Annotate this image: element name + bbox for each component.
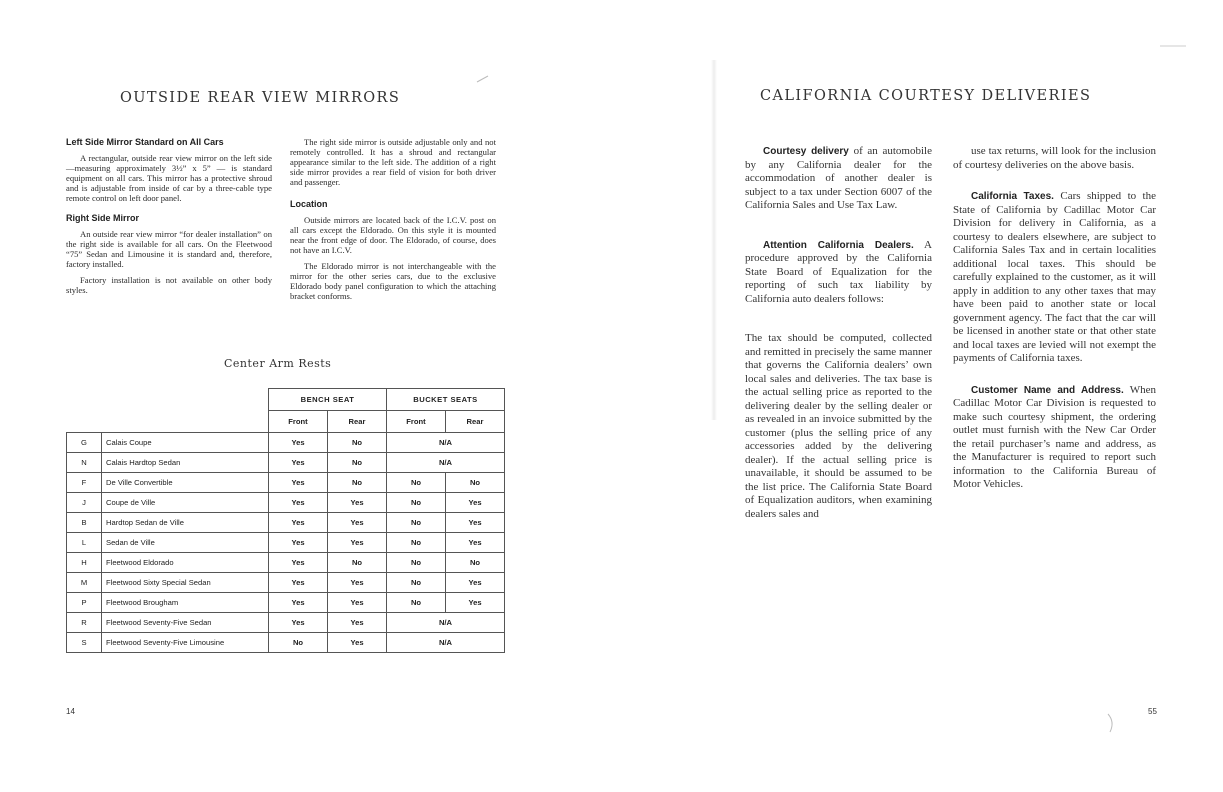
bench-front-value: Yes (269, 513, 328, 533)
model-name: Fleetwood Seventy-Five Limousine (102, 633, 269, 653)
bucket-front-value: No (387, 473, 446, 493)
table-row (67, 553, 505, 573)
right-page (612, 0, 1223, 792)
bench-seat-header: BENCH SEAT (269, 389, 387, 411)
bench-front-value: Yes (269, 593, 328, 613)
courtesy-delivery-paragraph (745, 145, 932, 213)
bucket-rear-value: Yes (446, 513, 505, 533)
model-code: L (67, 533, 102, 553)
right-page-number: 55 (1148, 707, 1157, 716)
left-text-column (66, 137, 272, 301)
bucket-rear-value: Yes (446, 493, 505, 513)
california-taxes-paragraph (953, 190, 1156, 366)
courtesy-delivery-heading: Courtesy delivery (763, 146, 849, 157)
model-name: Calais Coupe (102, 433, 269, 453)
bench-front-value: No (269, 633, 328, 653)
attention-dealers-heading: Attention California Dealers. (763, 239, 914, 251)
customer-name-address-heading: Customer Name and Address. (971, 384, 1124, 396)
bench-rear-value: Yes (328, 493, 387, 513)
california-taxes-heading: California Taxes. (971, 191, 1054, 202)
right-text-column (290, 137, 496, 307)
left-page-title: OUTSIDE REAR VIEW MIRRORS (120, 90, 401, 106)
use-tax-returns-paragraph (953, 145, 1156, 172)
model-code: M (67, 573, 102, 593)
bench-rear-header: Rear (328, 411, 387, 433)
table-row (67, 453, 505, 473)
bench-rear-value: Yes (328, 613, 387, 633)
left-mirror-heading: Left Side Mirror Standard on All Cars (66, 137, 224, 147)
left-mirror-text: A rectangular, outside rear view mirror on the left side—measuring approximately 3½” x 5” — is standard equipment on all cars. This mirror has a protective shroud and is adjustable from inside of car by a three-cable type remote control on left door panel. (66, 153, 272, 203)
center-arm-rests-title: Center Arm Rests (224, 357, 332, 370)
location-heading: Location (290, 199, 328, 209)
location-text-2: The Eldorado mirror is not interchangeable with the mirror for the other series cars, due to the exclusive Eldorado body panel configuration to which the attaching bracket conforms. (290, 261, 496, 301)
table-group-header-row (67, 389, 505, 411)
model-name: Fleetwood Seventy-Five Sedan (102, 613, 269, 633)
bench-rear-value: No (328, 453, 387, 473)
right-mirror-heading: Right Side Mirror (66, 213, 140, 223)
right-page-title: CALIFORNIA COURTESY DELIVERIES (760, 88, 1092, 104)
bucket-na-value: N/A (387, 433, 505, 453)
use-tax-returns-text: use tax returns, will look for the inclusion of courtesy deliveries on the above basis. (953, 145, 1156, 171)
bench-rear-value: No (328, 553, 387, 573)
model-code: H (67, 553, 102, 573)
bench-rear-value: Yes (328, 593, 387, 613)
model-name: De Ville Convertible (102, 473, 269, 493)
model-code: G (67, 433, 102, 453)
model-name: Calais Hardtop Sedan (102, 453, 269, 473)
attention-dealers-text: A procedure approved by the California State Board of Equalization for the reporting of such tax liability by California auto dealers follows: (745, 238, 932, 305)
model-name: Hardtop Sedan de Ville (102, 513, 269, 533)
model-code: S (67, 633, 102, 653)
courtesy-text-column-1 (745, 145, 932, 535)
customer-name-address-text: When Cadillac Motor Car Division is requested to make such courtesy shipment, the ordering outlet must furnish with the New Car Order the retail purchaser’s name and address, as the Manufacturer is required to report such information to the California Bureau of Motor Vehicles. (953, 383, 1156, 490)
center-arm-rests-table (66, 388, 505, 653)
bench-rear-value: No (328, 473, 387, 493)
bench-front-value: Yes (269, 473, 328, 493)
bench-front-header: Front (269, 411, 328, 433)
courtesy-text-column-2 (953, 145, 1156, 506)
bucket-na-value: N/A (387, 453, 505, 473)
left-page-number: 14 (66, 707, 75, 716)
model-code: J (67, 493, 102, 513)
bench-rear-value: No (328, 433, 387, 453)
table-row (67, 513, 505, 533)
stray-mark-decoration (476, 74, 490, 84)
bucket-rear-value: Yes (446, 593, 505, 613)
stray-stroke-decoration (1106, 712, 1118, 734)
table-sub-header-row (67, 411, 505, 433)
bucket-seats-header: BUCKET SEATS (387, 389, 505, 411)
factory-installation-text: Factory installation is not available on other body styles. (66, 275, 272, 295)
table-row (67, 593, 505, 613)
bench-front-value: Yes (269, 453, 328, 473)
bucket-rear-value: No (446, 473, 505, 493)
bench-rear-value: Yes (328, 533, 387, 553)
location-text-1: Outside mirrors are located back of the I.C.V. post on all cars except the Eldorado. On this style it is mounted near the front edge of door. The Eldorado, of course, does not have an I.C.V. (290, 215, 496, 255)
bench-front-value: Yes (269, 493, 328, 513)
bucket-rear-value: No (446, 553, 505, 573)
model-code: R (67, 613, 102, 633)
right-mirror-text: An outside rear view mirror “for dealer installation” on the right side is available for all cars. On the Fleetwood “75” Sedan and Limousine it is standard and, therefore, factory installed. (66, 229, 272, 269)
bucket-na-value: N/A (387, 633, 505, 653)
bench-rear-value: Yes (328, 513, 387, 533)
model-name: Coupe de Ville (102, 493, 269, 513)
table-body (67, 433, 505, 653)
california-taxes-text: Cars shipped to the State of California by Cadillac Motor Car Division for delivery in California, as a courtesy to dealers elsewhere, are subject to California Sales Tax and in certain localities additional local taxes. This should be carefully explained to the customer, as it will apply in addition to any other taxes that may have been paid to another state or local government agency. The fact that the car will be licensed in another state or that other state and local taxes are levied will not exempt the payments of California taxes. (953, 190, 1156, 364)
bucket-front-value: No (387, 513, 446, 533)
bench-rear-value: Yes (328, 633, 387, 653)
attention-dealers-paragraph (745, 239, 932, 307)
model-name: Sedan de Ville (102, 533, 269, 553)
model-code: N (67, 453, 102, 473)
courtesy-delivery-text: of an automobile by any California dealer for the accommodation of another dealer is subject to a tax under Section 6007 of the California Sales and Use Tax Law. (745, 145, 932, 211)
bench-front-value: Yes (269, 553, 328, 573)
bucket-na-value: N/A (387, 613, 505, 633)
bucket-rear-value: Yes (446, 533, 505, 553)
bucket-front-value: No (387, 553, 446, 573)
table-row (67, 433, 505, 453)
table-row (67, 613, 505, 633)
bucket-rear-header: Rear (446, 411, 505, 433)
bucket-rear-value: Yes (446, 573, 505, 593)
bench-rear-value: Yes (328, 573, 387, 593)
table-row (67, 473, 505, 493)
table-row (67, 493, 505, 513)
bench-front-value: Yes (269, 613, 328, 633)
model-code: B (67, 513, 102, 533)
bucket-front-value: No (387, 573, 446, 593)
bucket-front-value: No (387, 493, 446, 513)
bucket-front-value: No (387, 533, 446, 553)
model-code: F (67, 473, 102, 493)
bench-front-value: Yes (269, 433, 328, 453)
table-row (67, 633, 505, 653)
model-code: P (67, 593, 102, 613)
model-name: Fleetwood Brougham (102, 593, 269, 613)
tax-computation-paragraph: The tax should be computed, collected and remitted in precisely the same manner that governs the California dealers’ own local sales and deliveries. The tax base is the actual selling price as reported to the delivering dealer by the selling dealer or as revealed in an invoice submitted by the customer (plus the selling price of any accessories added by the delivering dealer). If the actual selling price is unavailable, it should be assumed to be the list price. The California State Board of Equalization auditors, when examining dealers sales and (745, 332, 932, 520)
bench-front-value: Yes (269, 573, 328, 593)
right-mirror-description: The right side mirror is outside adjustable only and not remotely controlled. It has a shroud and rectangular appearance similar to the left side. The addition of a right side mirror provides a rear field of vision for both driver and passenger. (290, 137, 496, 187)
table-row (67, 573, 505, 593)
bucket-front-header: Front (387, 411, 446, 433)
bucket-front-value: No (387, 593, 446, 613)
corner-line-decoration (1160, 44, 1188, 48)
table-row (67, 533, 505, 553)
customer-name-address-paragraph (953, 384, 1156, 492)
model-name: Fleetwood Sixty Special Sedan (102, 573, 269, 593)
bench-front-value: Yes (269, 533, 328, 553)
model-name: Fleetwood Eldorado (102, 553, 269, 573)
